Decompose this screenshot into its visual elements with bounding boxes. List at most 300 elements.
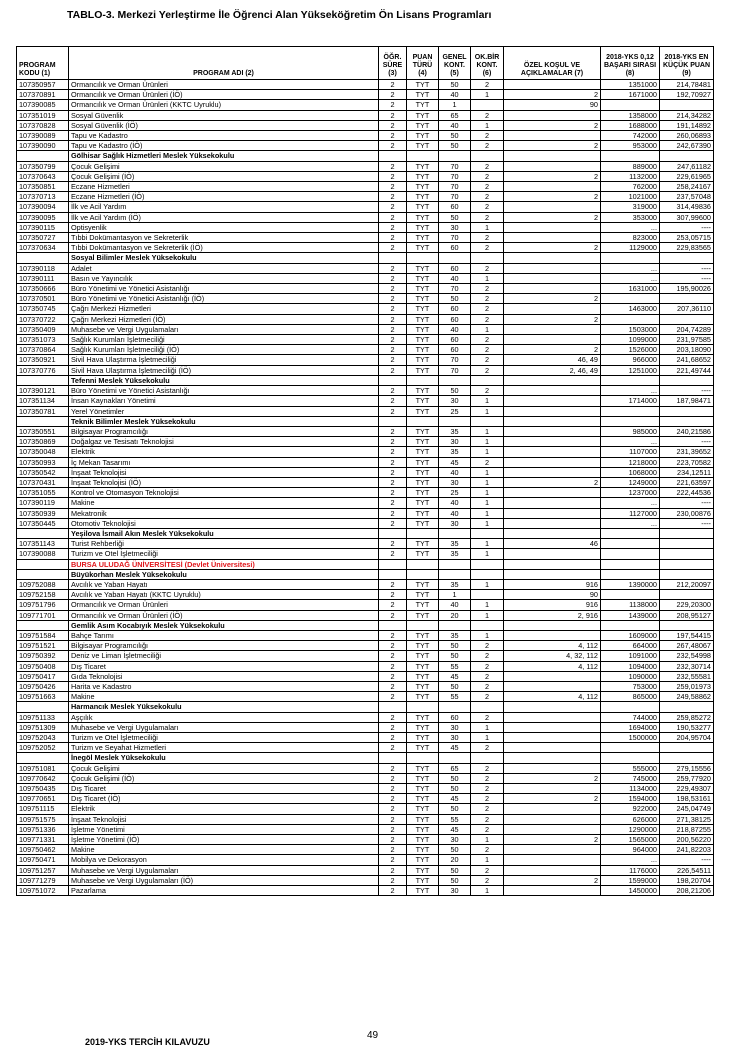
cell-general-quota: 20 <box>439 855 471 865</box>
cell-score-type: TYT <box>407 365 439 375</box>
page-title: TABLO-3. Merkezi Yerleştirme İle Öğrenci Alan Yükseköğretim Ön Lisans Programları <box>67 9 492 21</box>
cell-general-quota: 50 <box>439 681 471 691</box>
cell-program-code: 109751575 <box>17 814 69 824</box>
cell-duration: 2 <box>379 192 407 202</box>
cell-program-name: Ormancılık ve Orman Ürünleri (KKTC Uyruklu) <box>69 100 379 110</box>
cell-duration: 2 <box>379 498 407 508</box>
cell-success-rank: 1631000 <box>601 284 660 294</box>
table-row <box>17 426 714 436</box>
cell-program-code: 107370431 <box>17 477 69 487</box>
cell-empty <box>407 253 439 263</box>
cell-min-score: 259,01973 <box>660 681 714 691</box>
table-row <box>17 263 714 273</box>
cell-score-type: TYT <box>407 80 439 90</box>
cell-min-score: 191,14892 <box>660 120 714 130</box>
cell-program-name: İnsan Kaynakları Yönetimi <box>69 396 379 406</box>
cell-program-name: İnşaat Teknolojisi (İÖ) <box>69 477 379 487</box>
cell-general-quota: 50 <box>439 386 471 396</box>
cell-program-code: 107370713 <box>17 192 69 202</box>
table-row <box>17 90 714 100</box>
header-program-code: PROGRAM KODU (1) <box>17 47 69 80</box>
table-row <box>17 212 714 222</box>
section-name: Sosyal Bilimler Meslek Yüksekokulu <box>69 253 379 263</box>
cell-general-quota: 20 <box>439 610 471 620</box>
cell-min-score: 231,97585 <box>660 335 714 345</box>
cell-min-score: 208,21206 <box>660 886 714 896</box>
cell-program-code: 109751072 <box>17 886 69 896</box>
cell-general-quota: 40 <box>439 600 471 610</box>
cell-special-conditions <box>504 426 601 436</box>
cell-duration: 2 <box>379 273 407 283</box>
cell-program-name: Yerel Yönetimler <box>69 406 379 416</box>
cell-score-type: TYT <box>407 886 439 896</box>
cell-program-name: Tıbbi Dokümantasyon ve Sekreterlik <box>69 233 379 243</box>
cell-duration: 2 <box>379 355 407 365</box>
cell-min-score: ---- <box>660 498 714 508</box>
cell-duration: 2 <box>379 120 407 130</box>
cell-duration: 2 <box>379 855 407 865</box>
cell-first-place-quota: 2 <box>471 202 504 212</box>
cell-first-place-quota: 2 <box>471 804 504 814</box>
cell-program-code: 107390111 <box>17 273 69 283</box>
cell-score-type: TYT <box>407 120 439 130</box>
cell-general-quota: 40 <box>439 467 471 477</box>
table-row <box>17 100 714 110</box>
table-row <box>17 804 714 814</box>
cell-success-rank: 1694000 <box>601 722 660 732</box>
cell-first-place-quota: 2 <box>471 263 504 273</box>
cell-first-place-quota: 2 <box>471 824 504 834</box>
cell-first-place-quota: 2 <box>471 304 504 314</box>
cell-empty <box>407 702 439 712</box>
cell-empty <box>471 559 504 569</box>
table-row <box>17 467 714 477</box>
cell-general-quota: 50 <box>439 641 471 651</box>
section-name: Tefenni Meslek Yüksekokulu <box>69 375 379 385</box>
cell-special-conditions <box>504 733 601 743</box>
cell-first-place-quota: 1 <box>471 518 504 528</box>
cell-score-type: TYT <box>407 549 439 559</box>
cell-program-code: 107350551 <box>17 426 69 436</box>
cell-special-conditions: 2 <box>504 171 601 181</box>
cell-empty <box>439 753 471 763</box>
cell-special-conditions: 90 <box>504 590 601 600</box>
cell-duration: 2 <box>379 426 407 436</box>
cell-empty <box>471 528 504 538</box>
cell-duration: 2 <box>379 886 407 896</box>
cell-duration: 2 <box>379 141 407 151</box>
cell-program-code: 107370501 <box>17 294 69 304</box>
cell-program-name: Muhasebe ve Vergi Uygulamaları (İÖ) <box>69 875 379 885</box>
cell-general-quota: 40 <box>439 508 471 518</box>
cell-success-rank: 964000 <box>601 845 660 855</box>
cell-min-score: ---- <box>660 263 714 273</box>
cell-general-quota: 70 <box>439 182 471 192</box>
table-row <box>17 886 714 896</box>
cell-score-type: TYT <box>407 426 439 436</box>
section-name: Harmancık Meslek Yüksekokulu <box>69 702 379 712</box>
cell-min-score: 214,78481 <box>660 80 714 90</box>
cell-min-score: 258,24167 <box>660 182 714 192</box>
section-name: Gölhisar Sağlık Hizmetleri Meslek Yüksekokulu <box>69 151 379 161</box>
table-row <box>17 498 714 508</box>
cell-general-quota: 30 <box>439 477 471 487</box>
cell-first-place-quota: 1 <box>471 222 504 232</box>
cell-program-code: 109750408 <box>17 661 69 671</box>
cell-first-place-quota: 2 <box>471 763 504 773</box>
cell-special-conditions <box>504 804 601 814</box>
cell-program-code: 107390088 <box>17 549 69 559</box>
cell-score-type: TYT <box>407 345 439 355</box>
cell-program-code: 109751309 <box>17 722 69 732</box>
table-row <box>17 835 714 845</box>
cell-program-name: Makine <box>69 845 379 855</box>
cell-program-code: 107390118 <box>17 263 69 273</box>
cell-success-rank: 762000 <box>601 182 660 192</box>
cell-min-score: 237,57048 <box>660 192 714 202</box>
section-row <box>17 253 714 263</box>
cell-program-name: Deniz ve Liman İşletmeciliği <box>69 651 379 661</box>
table-row <box>17 661 714 671</box>
cell-empty <box>439 528 471 538</box>
section-row <box>17 416 714 426</box>
cell-success-rank <box>601 100 660 110</box>
header-general-quota: GENEL KONT. (5) <box>439 47 471 80</box>
cell-general-quota: 70 <box>439 233 471 243</box>
cell-program-code: 109751133 <box>17 712 69 722</box>
cell-success-rank: 1688000 <box>601 120 660 130</box>
cell-success-rank: 744000 <box>601 712 660 722</box>
cell-success-rank: 1594000 <box>601 794 660 804</box>
cell-special-conditions: 90 <box>504 100 601 110</box>
cell-first-place-quota: 2 <box>471 192 504 202</box>
section-row <box>17 702 714 712</box>
header-score-type: PUAN TÜRÜ (4) <box>407 47 439 80</box>
cell-duration: 2 <box>379 733 407 743</box>
cell-general-quota: 50 <box>439 212 471 222</box>
table-row <box>17 875 714 885</box>
cell-score-type: TYT <box>407 508 439 518</box>
table-row <box>17 243 714 253</box>
table-row <box>17 508 714 518</box>
cell-general-quota: 45 <box>439 794 471 804</box>
cell-general-quota: 40 <box>439 324 471 334</box>
cell-success-rank <box>601 294 660 304</box>
cell-program-name: Aşçılık <box>69 712 379 722</box>
cell-empty <box>17 569 69 579</box>
cell-empty <box>504 151 601 161</box>
cell-general-quota: 50 <box>439 80 471 90</box>
cell-duration: 2 <box>379 100 407 110</box>
cell-general-quota: 60 <box>439 263 471 273</box>
cell-min-score: 241,82203 <box>660 845 714 855</box>
cell-success-rank: ... <box>601 263 660 273</box>
table-row <box>17 763 714 773</box>
cell-success-rank: ... <box>601 498 660 508</box>
cell-program-code: 109771279 <box>17 875 69 885</box>
cell-score-type: TYT <box>407 814 439 824</box>
cell-min-score: 218,87255 <box>660 824 714 834</box>
cell-duration: 2 <box>379 651 407 661</box>
cell-program-code: 107350745 <box>17 304 69 314</box>
cell-score-type: TYT <box>407 222 439 232</box>
cell-first-place-quota: 1 <box>471 600 504 610</box>
cell-first-place-quota: 1 <box>471 498 504 508</box>
cell-first-place-quota: 2 <box>471 794 504 804</box>
cell-empty <box>379 569 407 579</box>
cell-first-place-quota: 1 <box>471 324 504 334</box>
cell-empty <box>601 569 660 579</box>
cell-empty <box>504 375 601 385</box>
cell-min-score <box>660 743 714 753</box>
cell-first-place-quota: 1 <box>471 855 504 865</box>
cell-program-name: Ormancılık ve Orman Ürünleri (İÖ) <box>69 610 379 620</box>
cell-score-type: TYT <box>407 610 439 620</box>
cell-program-code: 109750417 <box>17 671 69 681</box>
cell-special-conditions <box>504 396 601 406</box>
university-name: BURSA ULUDAĞ ÜNİVERSİTESİ (Devlet Üniversitesi) <box>69 559 379 569</box>
cell-empty <box>17 702 69 712</box>
cell-program-code: 107350445 <box>17 518 69 528</box>
cell-program-name: Mekatronik <box>69 508 379 518</box>
cell-score-type: TYT <box>407 212 439 222</box>
cell-first-place-quota: 1 <box>471 273 504 283</box>
cell-general-quota: 50 <box>439 845 471 855</box>
cell-program-name: Doğalgaz ve Tesisatı Teknolojisi <box>69 437 379 447</box>
cell-min-score: 208,95127 <box>660 610 714 620</box>
cell-score-type: TYT <box>407 355 439 365</box>
table-row <box>17 681 714 691</box>
cell-first-place-quota <box>471 100 504 110</box>
cell-score-type: TYT <box>407 794 439 804</box>
cell-program-code: 107350409 <box>17 324 69 334</box>
cell-general-quota: 55 <box>439 661 471 671</box>
cell-score-type: TYT <box>407 202 439 212</box>
table-row <box>17 335 714 345</box>
table-row <box>17 610 714 620</box>
cell-special-conditions <box>504 518 601 528</box>
cell-special-conditions <box>504 886 601 896</box>
cell-empty <box>439 620 471 630</box>
cell-duration: 2 <box>379 222 407 232</box>
cell-program-name: Turizm ve Seyahat Hizmetleri <box>69 743 379 753</box>
cell-duration: 2 <box>379 712 407 722</box>
cell-score-type: TYT <box>407 263 439 273</box>
cell-empty <box>407 375 439 385</box>
cell-program-name: İlk ve Acil Yardım (İÖ) <box>69 212 379 222</box>
cell-duration: 2 <box>379 681 407 691</box>
cell-special-conditions: 916 <box>504 600 601 610</box>
cell-score-type: TYT <box>407 233 439 243</box>
cell-program-name: Elektrik <box>69 447 379 457</box>
cell-duration: 2 <box>379 477 407 487</box>
cell-special-conditions <box>504 824 601 834</box>
cell-program-name: Ormancılık ve Orman Ürünleri (İÖ) <box>69 90 379 100</box>
cell-general-quota: 35 <box>439 630 471 640</box>
cell-special-conditions <box>504 110 601 120</box>
cell-special-conditions <box>504 202 601 212</box>
cell-first-place-quota: 2 <box>471 284 504 294</box>
cell-duration: 2 <box>379 488 407 498</box>
cell-program-name: Çağrı Merkezi Hizmetleri <box>69 304 379 314</box>
cell-first-place-quota: 1 <box>471 508 504 518</box>
cell-first-place-quota: 1 <box>471 437 504 447</box>
cell-empty <box>439 702 471 712</box>
cell-general-quota: 30 <box>439 518 471 528</box>
cell-success-rank: 753000 <box>601 681 660 691</box>
cell-duration: 2 <box>379 824 407 834</box>
table-row <box>17 784 714 794</box>
cell-program-name: Çocuk Gelişimi <box>69 763 379 773</box>
cell-special-conditions <box>504 386 601 396</box>
cell-duration: 2 <box>379 722 407 732</box>
cell-first-place-quota: 2 <box>471 692 504 702</box>
cell-score-type: TYT <box>407 681 439 691</box>
cell-program-code: 107370828 <box>17 120 69 130</box>
cell-first-place-quota: 1 <box>471 447 504 457</box>
cell-success-rank <box>601 539 660 549</box>
cell-success-rank: 1390000 <box>601 579 660 589</box>
cell-min-score <box>660 294 714 304</box>
cell-success-rank: ... <box>601 386 660 396</box>
cell-empty <box>601 375 660 385</box>
cell-empty <box>660 375 714 385</box>
cell-success-rank: 953000 <box>601 141 660 151</box>
cell-empty <box>407 528 439 538</box>
cell-program-code: 109752052 <box>17 743 69 753</box>
section-row <box>17 620 714 630</box>
cell-first-place-quota: 2 <box>471 845 504 855</box>
cell-min-score: 232,54998 <box>660 651 714 661</box>
cell-program-name: İnşaat Teknolojisi <box>69 814 379 824</box>
cell-success-rank: 922000 <box>601 804 660 814</box>
cell-program-code: 107390094 <box>17 202 69 212</box>
table-row <box>17 488 714 498</box>
cell-empty <box>601 528 660 538</box>
cell-program-name: Bilgisayar Programcılığı <box>69 641 379 651</box>
cell-empty <box>17 253 69 263</box>
cell-program-code: 107370864 <box>17 345 69 355</box>
cell-empty <box>601 416 660 426</box>
cell-program-code: 107390090 <box>17 141 69 151</box>
cell-program-name: Turist Rehberliği <box>69 539 379 549</box>
cell-score-type: TYT <box>407 294 439 304</box>
cell-general-quota: 70 <box>439 192 471 202</box>
cell-special-conditions <box>504 437 601 447</box>
cell-empty <box>439 253 471 263</box>
cell-success-rank <box>601 590 660 600</box>
cell-duration: 2 <box>379 763 407 773</box>
cell-special-conditions: 2 <box>504 90 601 100</box>
cell-empty <box>601 702 660 712</box>
cell-general-quota: 50 <box>439 131 471 141</box>
table-row <box>17 365 714 375</box>
cell-success-rank: 1127000 <box>601 508 660 518</box>
cell-first-place-quota: 1 <box>471 120 504 130</box>
cell-min-score: 204,95704 <box>660 733 714 743</box>
cell-success-rank: 664000 <box>601 641 660 651</box>
cell-score-type: TYT <box>407 835 439 845</box>
cell-program-code: 107370722 <box>17 314 69 324</box>
cell-empty <box>504 253 601 263</box>
cell-program-code: 107350939 <box>17 508 69 518</box>
cell-first-place-quota: 2 <box>471 161 504 171</box>
cell-special-conditions <box>504 671 601 681</box>
cell-score-type: TYT <box>407 192 439 202</box>
cell-program-code: 109750462 <box>17 845 69 855</box>
cell-empty <box>379 753 407 763</box>
cell-duration: 2 <box>379 263 407 273</box>
cell-special-conditions: 2 <box>504 141 601 151</box>
header-program-name: PROGRAM ADI (2) <box>69 47 379 80</box>
cell-duration: 2 <box>379 447 407 457</box>
cell-empty <box>439 559 471 569</box>
cell-program-code: 109751115 <box>17 804 69 814</box>
cell-min-score: 247,61182 <box>660 161 714 171</box>
cell-success-rank: 555000 <box>601 763 660 773</box>
cell-duration: 2 <box>379 508 407 518</box>
cell-empty <box>504 528 601 538</box>
table-row <box>17 131 714 141</box>
cell-score-type: TYT <box>407 773 439 783</box>
cell-score-type: TYT <box>407 447 439 457</box>
cell-general-quota: 40 <box>439 90 471 100</box>
cell-special-conditions <box>504 814 601 824</box>
cell-success-rank: 1134000 <box>601 784 660 794</box>
table-row <box>17 743 714 753</box>
cell-general-quota: 50 <box>439 865 471 875</box>
cell-special-conditions <box>504 233 601 243</box>
cell-special-conditions: 2, 46, 49 <box>504 365 601 375</box>
cell-special-conditions <box>504 335 601 345</box>
table-row <box>17 80 714 90</box>
cell-duration: 2 <box>379 294 407 304</box>
cell-min-score: ---- <box>660 437 714 447</box>
cell-special-conditions: 2 <box>504 773 601 783</box>
cell-duration: 2 <box>379 365 407 375</box>
cell-score-type: TYT <box>407 314 439 324</box>
cell-score-type: TYT <box>407 630 439 640</box>
cell-score-type: TYT <box>407 182 439 192</box>
cell-program-name: Basın ve Yayıncılık <box>69 273 379 283</box>
cell-empty <box>471 620 504 630</box>
cell-empty <box>439 416 471 426</box>
cell-program-name: Pazarlama <box>69 886 379 896</box>
table-row <box>17 120 714 130</box>
cell-program-name: Otomotiv Teknolojisi <box>69 518 379 528</box>
cell-program-name: Sivil Hava Ulaştırma İşletmeciliği <box>69 355 379 365</box>
cell-score-type: TYT <box>407 437 439 447</box>
cell-special-conditions <box>504 457 601 467</box>
cell-success-rank: ... <box>601 222 660 232</box>
cell-min-score: 230,00876 <box>660 508 714 518</box>
table-row <box>17 141 714 151</box>
cell-special-conditions <box>504 222 601 232</box>
cell-success-rank: 1526000 <box>601 345 660 355</box>
cell-min-score: 229,20300 <box>660 600 714 610</box>
cell-general-quota: 40 <box>439 498 471 508</box>
table-row <box>17 651 714 661</box>
cell-special-conditions <box>504 784 601 794</box>
cell-success-rank: 1129000 <box>601 243 660 253</box>
cell-score-type: TYT <box>407 324 439 334</box>
cell-success-rank: 889000 <box>601 161 660 171</box>
cell-duration: 2 <box>379 386 407 396</box>
cell-general-quota: 50 <box>439 804 471 814</box>
cell-general-quota: 60 <box>439 314 471 324</box>
cell-general-quota: 45 <box>439 824 471 834</box>
cell-first-place-quota: 2 <box>471 641 504 651</box>
